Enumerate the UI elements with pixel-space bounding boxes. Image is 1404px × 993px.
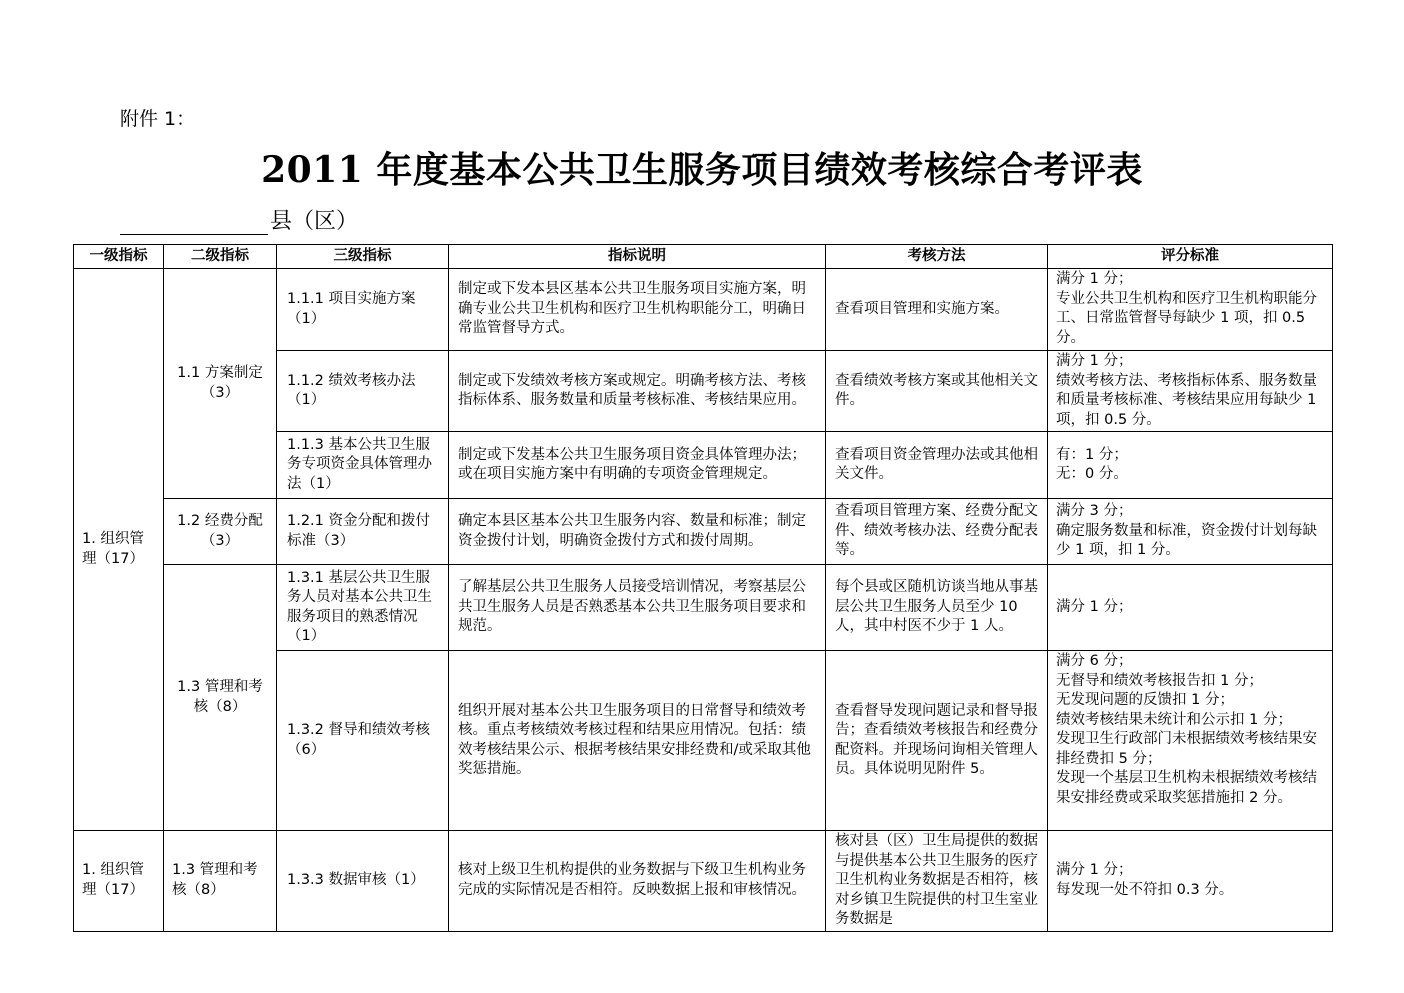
description-cell: 制定或下发本县区基本公共卫生服务项目实施方案，明确专业公共卫生机构和医疗卫生机构职能分工，明确日常监管督导方式。 [449, 269, 826, 351]
scoring-line: 无：0 分。 [1056, 466, 1128, 482]
table-row [74, 831, 1333, 932]
scoring-line: 发现卫生行政部门未根据绩效考核结果安排经费扣 5 分； [1056, 731, 1317, 767]
description-cell: 制定或下发绩效考核方案或规定。明确考核方法、考核指标体系、服务数量和质量考核标准、考核结果应用。 [449, 351, 826, 432]
description-cell: 确定本县区基本公共卫生服务内容、数量和标准；制定资金拨付计划，明确资金拨付方式和拨付周期。 [449, 499, 826, 565]
table-header-row [74, 245, 1333, 269]
method-cell: 查看督导发现问题记录和督导报告；查看绩效考核报告和经费分配资料。并现场问询相关管理人员。具体说明见附件 5。 [826, 651, 1048, 831]
method-cell: 查看绩效考核方案或其他相关文件。 [826, 351, 1048, 432]
scoring-line: 满分 6 分； [1056, 653, 1133, 669]
table-row [74, 269, 1333, 351]
scoring-line: 绩效考核方法、考核指标体系、服务数量和质量考核标准、考核结果应用每缺少 1 项，扣 0.5 分。 [1056, 372, 1317, 428]
attachment-label: 附件 1： [120, 108, 196, 130]
method-cell: 每个县或区随机访谈当地从事基层公共卫生服务人员至少 10 人，其中村医不少于 1 人。 [826, 565, 1048, 651]
description-cell: 了解基层公共卫生服务人员接受培训情况，考察基层公共卫生服务人员是否熟悉基本公共卫生服务项目要求和规范。 [449, 565, 826, 651]
scoring-cell [1048, 499, 1333, 565]
column-header-level1: 一级指标 [74, 245, 164, 269]
level3-cell: 1.1.2 绩效考核办法（1） [277, 351, 449, 432]
method-cell: 查看项目管理方案、经费分配文件、绩效考核办法、经费分配表等。 [826, 499, 1048, 565]
scoring-cell [1048, 651, 1333, 831]
level3-cell: 1.3.2 督导和绩效考核（6） [277, 651, 449, 831]
scoring-line: 满分 1 分； [1056, 271, 1133, 287]
assessment-table [73, 244, 1333, 932]
level2-cell-plan: 1.1 方案制定（3） [164, 269, 277, 499]
level1-cell: 1. 组织管理（17） [74, 269, 164, 831]
level2-cell-funding: 1.2 经费分配（3） [164, 499, 277, 565]
scoring-line: 满分 1 分； [1056, 598, 1133, 615]
scoring-line: 发现一个基层卫生机构未根据绩效考核结果安排经费或采取奖惩措施扣 2 分。 [1056, 770, 1317, 806]
column-header-scoring: 评分标准 [1048, 245, 1333, 269]
level3-cell: 1.3.1 基层公共卫生服务人员对基本公共卫生服务项目的熟悉情况（1） [277, 565, 449, 651]
scoring-line: 无发现问题的反馈扣 1 分； [1056, 692, 1234, 708]
scoring-line: 无督导和绩效考核报告扣 1 分； [1056, 672, 1263, 689]
method-cell: 查看项目资金管理办法或其他相关文件。 [826, 432, 1048, 499]
scoring-cell [1048, 831, 1333, 932]
description-cell: 制定或下发基本公共卫生服务项目资金具体管理办法；或在项目实施方案中有明确的专项资金管理规定。 [449, 432, 826, 499]
scoring-line: 满分 1 分； [1056, 353, 1133, 369]
level3-cell: 1.2.1 资金分配和拨付标准（3） [277, 499, 449, 565]
column-header-level2: 二级指标 [164, 245, 277, 269]
scoring-cell [1048, 432, 1333, 499]
description-cell: 组织开展对基本公共卫生服务项目的日常督导和绩效考核。重点考核绩效考核过程和结果应用情况。包括：绩效考核结果公示、根据考核结果安排经费和/或采取其他奖惩措施。 [449, 651, 826, 831]
level2-cell-management: 1.3 管理和考核（8） [164, 565, 277, 831]
method-cell: 查看项目管理和实施方案。 [826, 269, 1048, 351]
scoring-line: 确定服务数量和标准，资金拨付计划每缺少 1 项，扣 1 分。 [1056, 522, 1317, 559]
scoring-line: 满分 1 分； [1056, 862, 1133, 879]
county-suffix: 县（区） [270, 209, 359, 234]
scoring-cell [1048, 269, 1333, 351]
level1-cell-repeat: 1. 组织管理（17） [74, 831, 164, 932]
method-cell: 核对县（区）卫生局提供的数据与提供基本公共卫生服务的医疗卫生机构业务数据是否相符，核对乡镇卫生院提供的村卫生室业务数据是 [826, 831, 1048, 932]
table-row [74, 565, 1333, 651]
document-title: 2011 年度基本公共卫生服务项目绩效考核综合考评表 [261, 149, 1143, 191]
level2-cell-management-repeat: 1.3 管理和考核（8） [164, 831, 277, 932]
level3-cell: 1.1.3 基本公共卫生服务专项资金具体管理办法（1） [277, 432, 449, 499]
level3-cell: 1.3.3 数据审核（1） [277, 831, 449, 932]
county-blank-field [120, 210, 268, 235]
scoring-line: 有：1 分； [1056, 446, 1128, 463]
scoring-line: 满分 3 分； [1056, 503, 1133, 520]
scoring-line: 专业公共卫生机构和医疗卫生机构职能分工、日常监管督导每缺少 1 项，扣 0.5 分。 [1056, 290, 1317, 346]
column-header-description: 指标说明 [449, 245, 826, 269]
scoring-cell [1048, 565, 1333, 651]
description-cell: 核对上级卫生机构提供的业务数据与下级卫生机构业务完成的实际情况是否相符。反映数据上报和审核情况。 [449, 831, 826, 932]
scoring-line: 每发现一处不符扣 0.3 分。 [1056, 881, 1234, 898]
column-header-level3: 三级指标 [277, 245, 449, 269]
column-header-method: 考核方法 [826, 245, 1048, 269]
scoring-cell [1048, 351, 1333, 432]
county-line [120, 204, 358, 235]
scoring-line: 绩效考核结果未统计和公示扣 1 分； [1056, 711, 1292, 728]
table-row [74, 499, 1333, 565]
level3-cell: 1.1.1 项目实施方案（1） [277, 269, 449, 351]
